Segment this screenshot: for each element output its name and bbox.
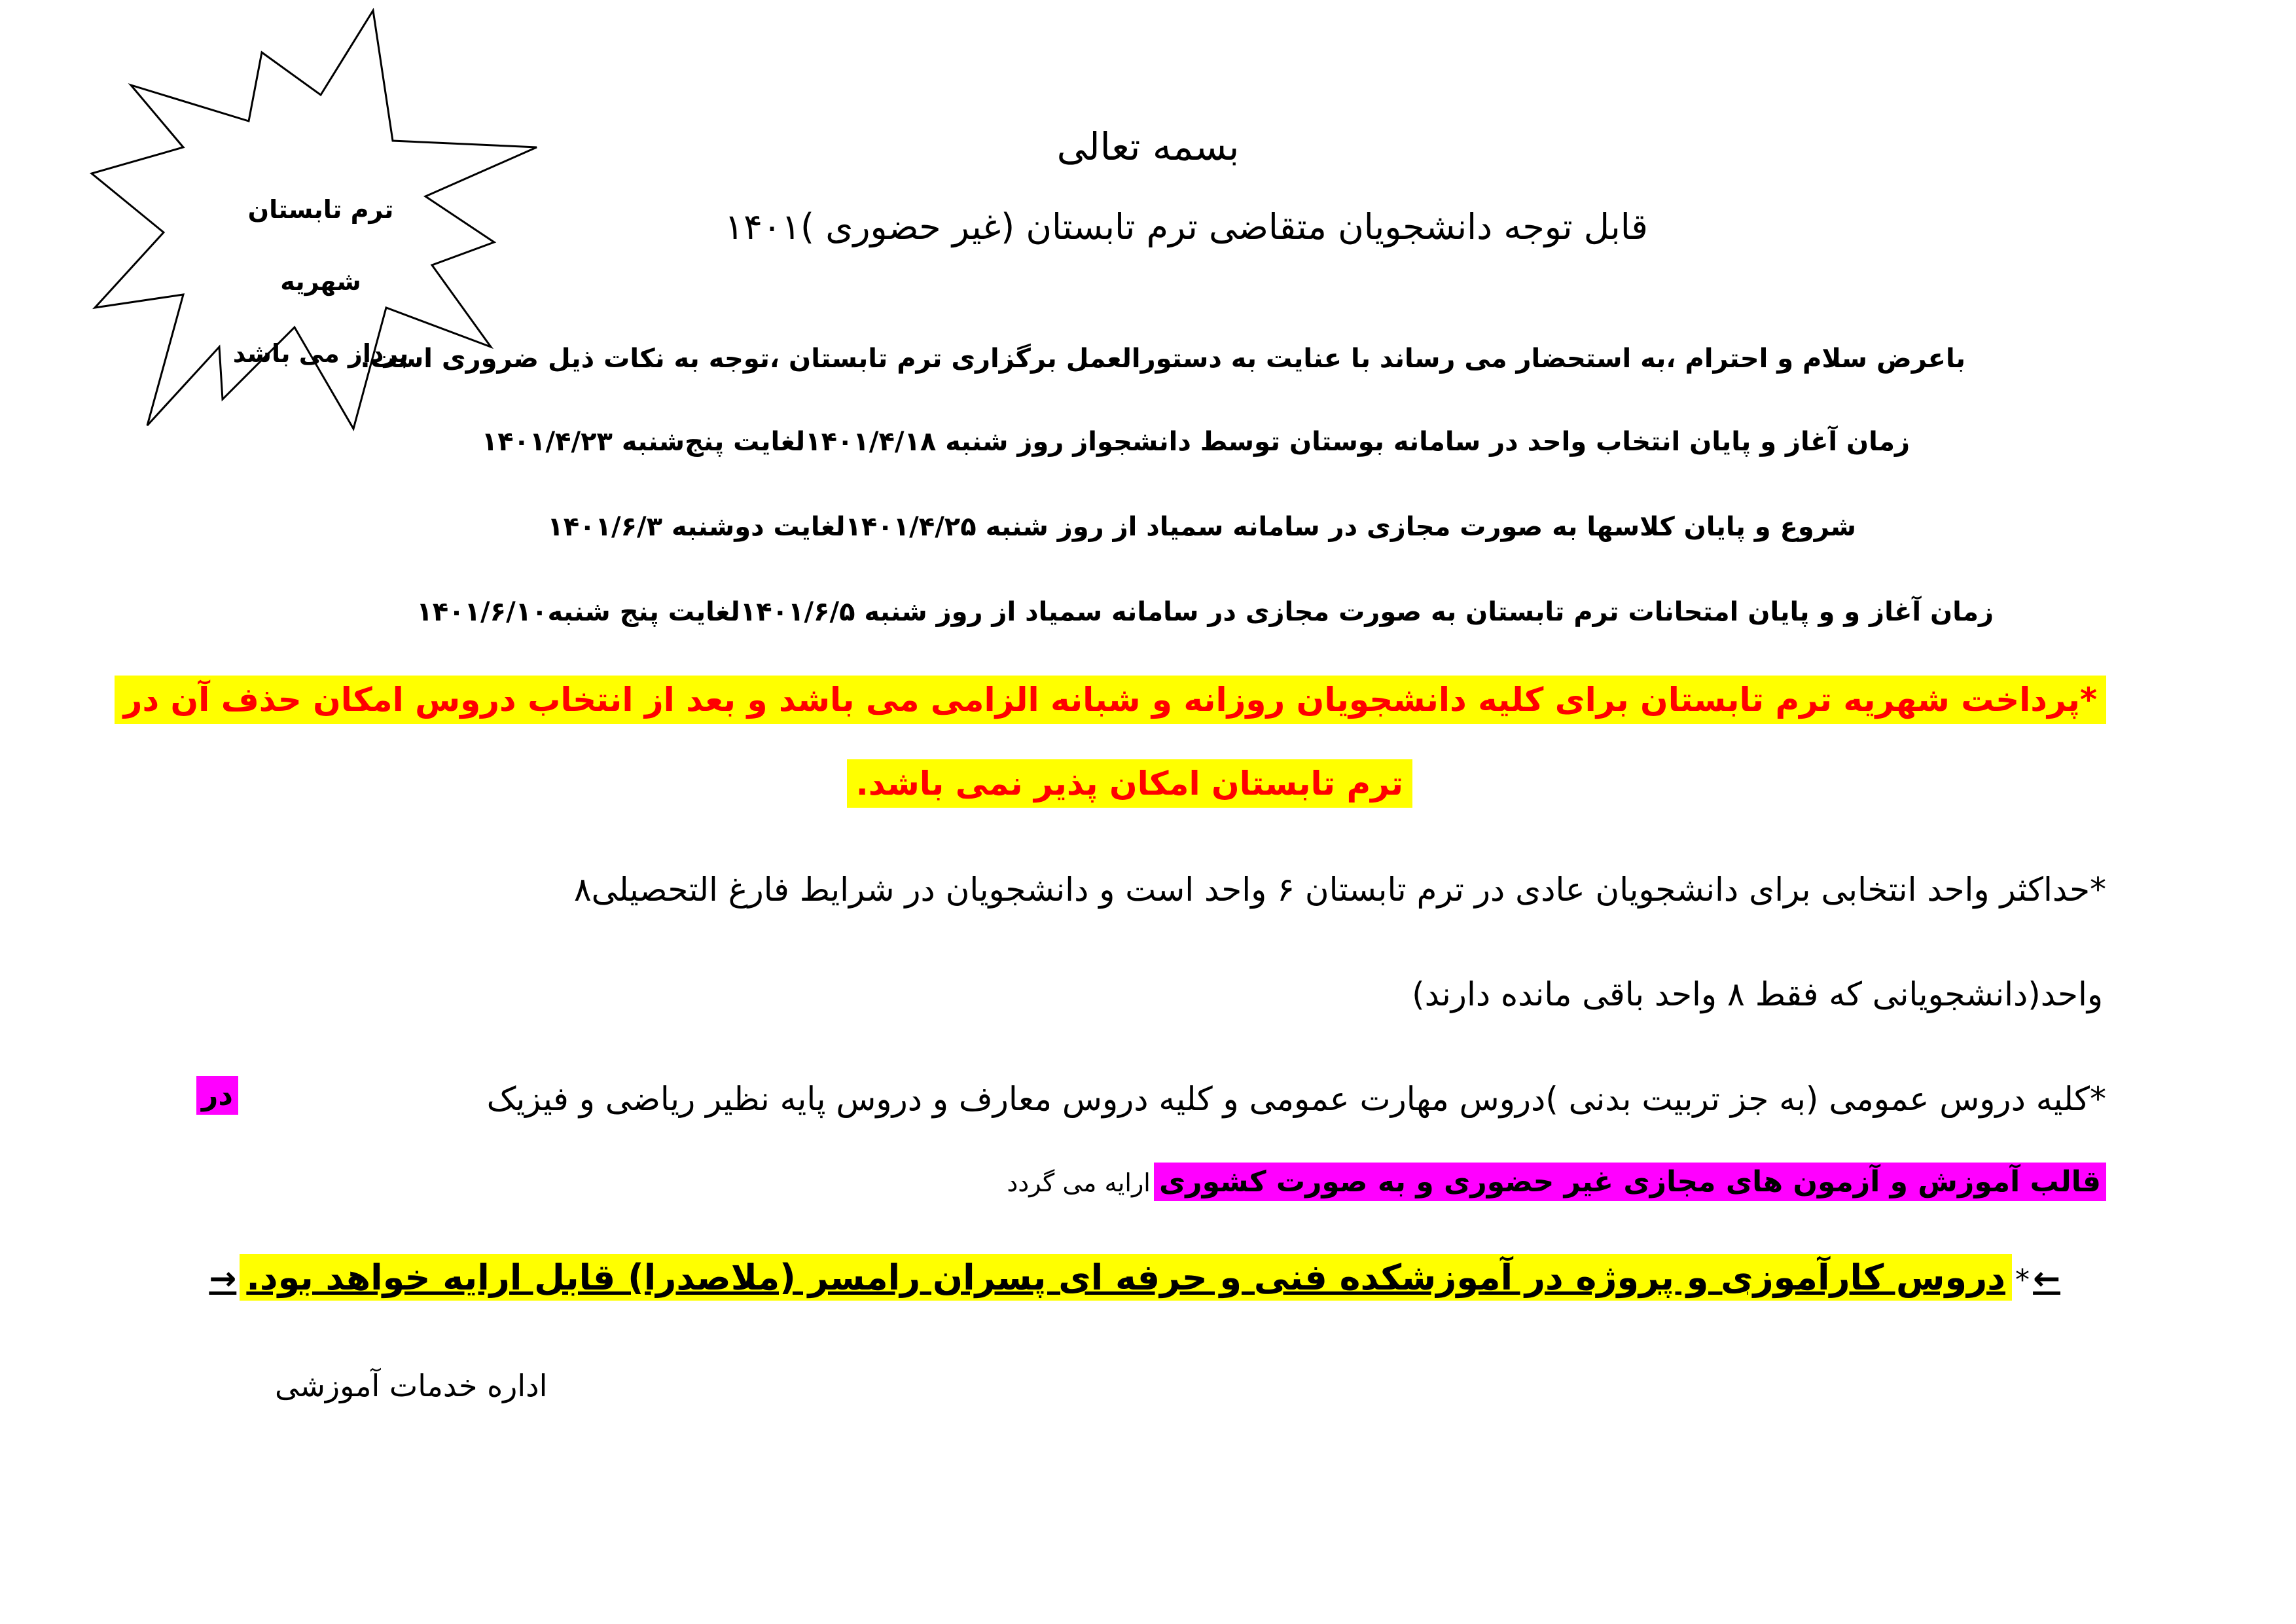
general-courses-format-line: [1007, 1165, 2106, 1199]
signature: اداره خدمات آموزشی: [275, 1368, 548, 1403]
registration-dates: زمان آغاز و پایان انتخاب واحد در سامانه بوستان توسط دانشجواز روز شنبه ۱۴۰۱/۴/۱۸لغایت پنج‌شنبه ۱۴۰۱/۴/۲۳: [481, 427, 1910, 457]
starburst-line-1: ترم تابستان شهریه: [247, 195, 394, 296]
exam-dates: زمان آغاز و و پایان امتحانات ترم تابستان به صورت مجازی در سامانه سمیاد از روز شنبه ۱۴۰۱/۶/۵لغایت پنج شنبه۱۴۰۱/۶/۱۰: [416, 597, 1994, 627]
practical-courses-text: دروس کارآموزی و پروژه در آموزشکده فنی و حرفه ای پسران رامسر (ملاصدرا) قابل ارایه خواهد بود.: [240, 1254, 2012, 1301]
general-courses-line: *کلیه دروس عمومی (به جز تربیت بدنی )دروس مهارت عمومی و کلیه دروس معارف و دروس پایه نظیر ریاضی و فیزیک: [486, 1080, 2106, 1118]
starburst-line-2: پرداز می باشد: [232, 339, 409, 368]
virtual-exam-highlight: قالب آموزش و آزمون های مجازی غیر حضوری و به صورت کشوری: [1154, 1163, 2106, 1201]
arrow-right-icon: →: [209, 1259, 237, 1297]
practical-courses-line: [209, 1257, 2060, 1298]
unit-limit-line-1: *حداکثر واحد انتخابی برای دانشجویان عادی در ترم تابستان ۶ واحد است و دانشجویان در شرایط فارغ التحصیلی۸: [573, 871, 2106, 909]
tuition-notice-line-1: [115, 681, 2106, 719]
tuition-notice-text-1: *پرداخت شهریه ترم تابستان برای کلیه دانشجویان روزانه و شبانه الزامی می باشد و بعد از انتخاب دروس امکان حذف آن در: [115, 676, 2106, 724]
tuition-notice-text-2: ترم تابستان امکان پذیر نمی باشد.: [847, 759, 1412, 808]
class-dates: شروع و پایان کلاسها به صورت مجازی در سامانه سمیاد از روز شنبه ۱۴۰۱/۴/۲۵لغایت دوشنبه ۱۴۰۱/۶/۳: [547, 512, 1856, 542]
offered-text: ارایه می گردد: [1007, 1168, 1151, 1197]
arrow-left-icon: ←: [2033, 1259, 2060, 1297]
asterisk-icon: *: [2015, 1263, 2030, 1297]
general-courses-dar: [196, 1079, 238, 1112]
tuition-notice-line-2: [847, 765, 1412, 803]
unit-limit-line-2: واحد(دانشجویانی که فقط ۸ واحد باقی مانده دارند): [1412, 975, 2103, 1013]
page-title: بسمه تعالی: [1056, 124, 1240, 169]
greeting-text: باعرض سلام و احترام ،به استحضار می رساند با عنایت به دستورالعمل برگزاری ترم تابستان ،توجه به نکات ذیل ضروری است.: [360, 344, 1965, 374]
page-subtitle: قابل توجه دانشجویان متقاضی ترم تابستان (غیر حضوری )۱۴۰۱: [724, 206, 1648, 247]
dar-highlight: در: [196, 1076, 238, 1115]
